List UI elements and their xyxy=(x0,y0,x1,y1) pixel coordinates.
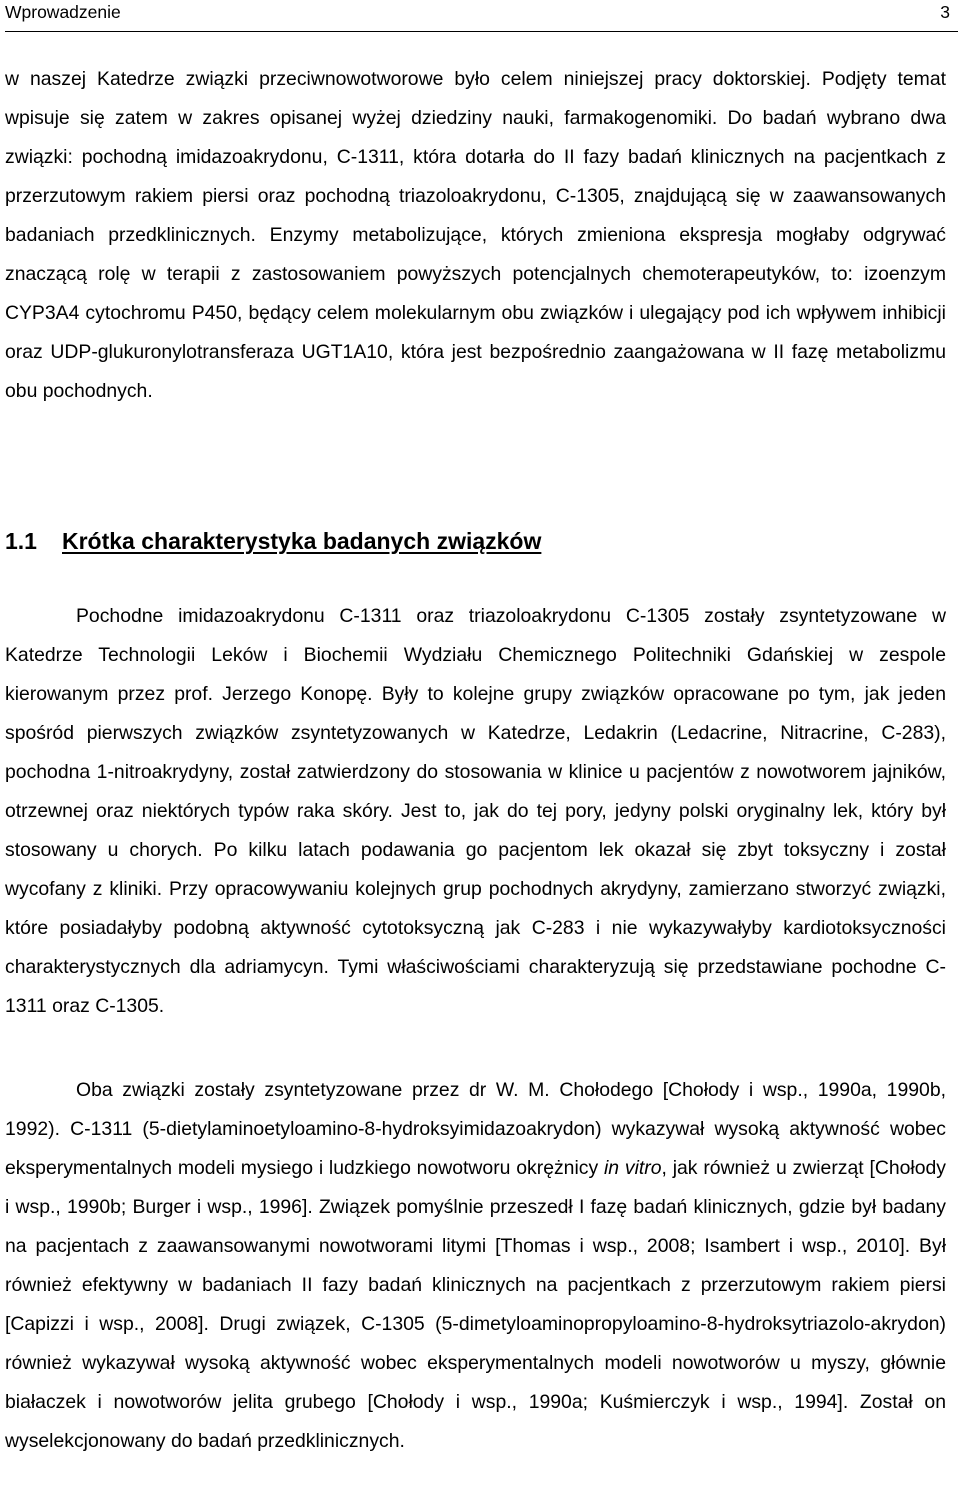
section-title: Krótka charakterystyka badanych związków xyxy=(62,528,542,554)
section-number: 1.1 xyxy=(5,528,37,554)
header-rule xyxy=(5,31,958,32)
chapter-title: Wprowadzenie xyxy=(5,2,121,22)
paragraph-text-end: , jak również u zwierząt [Chołody i wsp., 1990b; Burger i wsp., 1996]. Związek pomyślnie przeszedł I fazę badań klinicznych, gdzie był badany na pacjentach z zaawansowanymi nowotworami litymi [Thomas i wsp., 2008; Isambert i wsp., 2010]. Był również efektywny w badaniach II fazy badań klinicznych na pacjentkach z przerzutowym rakiem piersi [Capizzi i wsp., 2008]. Drugi związek, C-1305 (5-dimetyloaminopropyloamino-8-hydroksytriazolo-akrydon) również wykazywał wysoką aktywność wobec eksperymentalnych modeli nowotworów u myszy, głównie białaczek i nowotworów jelita grubego [Chołody i wsp., 1990a; Kuśmierczyk i wsp., 1994]. Został on wyselekcjonowany do badań przedklinicznych. xyxy=(5,1157,946,1452)
section-paragraph-2 xyxy=(5,1071,946,1461)
paragraph-text-start: Oba związki zostały zsyntetyzowane przez dr W. M. Chołodego [Chołody i wsp., 1990a, 1990b, 1992). C-1311 (5-dietylaminoetyloamino-8-hydroksyimidazoakrydon) wykazywał wysoką aktywność wobec eksperymentalnych modeli mysiego i ludzkiego nowotworu okrężnicy xyxy=(5,1079,946,1179)
page-number: 3 xyxy=(940,2,950,22)
italic-term: in vitro xyxy=(603,1157,662,1179)
section-paragraph-1: Pochodne imidazoakrydonu C-1311 oraz triazoloakrydonu C-1305 zostały zsyntetyzowane w Katedrze Technologii Leków i Biochemii Wydziału Chemicznego Politechniki Gdańskiej w zespole kierowanym przez prof. Jerzego Konopę. Były to kolejne grupy związków opracowane po tym, jak jeden spośród pierwszych związków zsyntetyzowanych w Katedrze, Ledakrin (Ledacrine, Nitracrine, C-283), pochodna 1-nitroakrydyny, został zatwierdzony do stosowania w klinice u pacjentów z nowotworem jajników, otrzewnej oraz niektórych typów raka skóry. Jest to, jak do tej pory, jedyny polski oryginalny lek, który był stosowany u chorych. Po kilku latach podawania go pacjentom lek okazał się zbyt toksyczny i został wycofany z kliniki. Przy opracowywaniu kolejnych grup pochodnych akrydyny, zamierzano stworzyć związki, które posiadałyby podobną aktywność cytotoksyczną jak C-283 i nie wykazywałyby kardiotoksyczności charakterystycznych dla adriamycyn. Tymi właściwościami charakteryzują się przedstawiane pochodne C-1311 oraz C-1305. xyxy=(5,605,946,1017)
intro-paragraph: w naszej Katedrze związki przeciwnowotworowe było celem niniejszej pracy doktorskiej. Podjęty temat wpisuje się zatem w zakres opisanej wyżej dziedziny nauki, farmakogenomiki. Do badań wybrano dwa związki: pochodną imidazoakrydonu, C-1311, która dotarła do II fazy badań klinicznych na pacjentkach z przerzutowym rakiem piersi oraz pochodną triazoloakrydonu, C-1305, znajdującą się w zaawansowanych badaniach przedklinicznych. Enzymy metabolizujące, których zmieniona ekspresja mogłaby odgrywać znaczącą rolę w terapii z zastosowaniem powyższych potencjalnych chemoterapeutyków, to: izoenzym CYP3A4 cytochromu P450, będący celem molekularnym obu związków i ulegający pod ich wpływem inhibicji oraz UDP-glukuronylotransferaza UGT1A10, która jest bezpośrednio zaangażowana w II fazę metabolizmu obu pochodnych. xyxy=(5,68,946,402)
running-header xyxy=(5,2,950,26)
section-heading xyxy=(5,528,541,555)
